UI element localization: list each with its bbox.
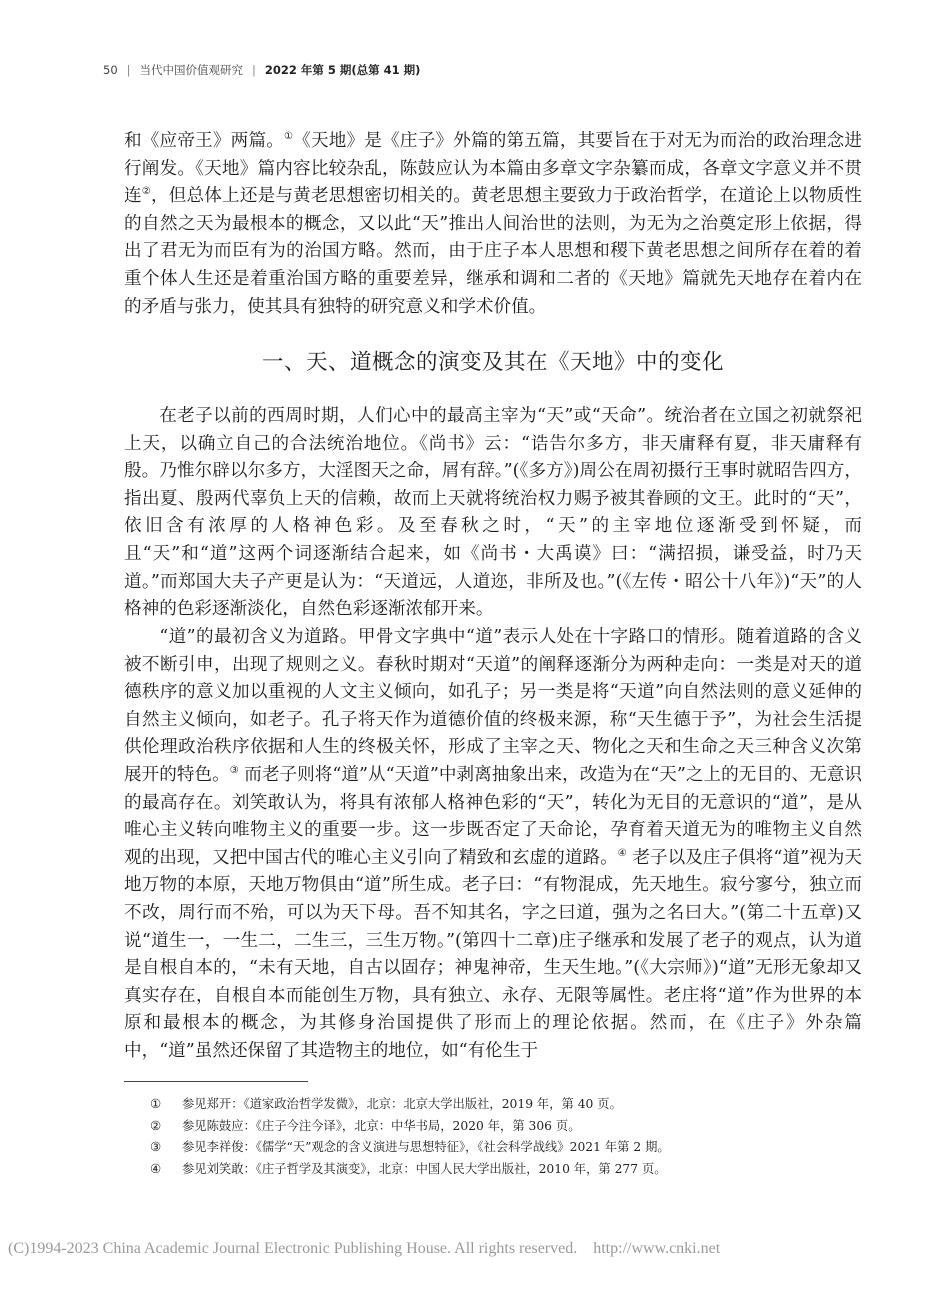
footnote-ref-3[interactable]: ③	[229, 764, 239, 776]
paragraph-text: 老子以及庄子俱将“道”视为天地万物的本原，天地万物俱由“道”所生成。老子曰：“有物混成，先天地生。寂兮寥兮，独立而不改，周行而不殆，可以为天下母。吾不知其名，字之曰道，强为之名曰大。”(第二十五章)又说“道生一，一生二，二生三，三生万物。”(第四十二章)庄子继承和发展了老子的观点，认为道是自根自本的，“未有天地，自古以固存；神鬼神帝，生天生地。”(《大宗师》)“道”无形无象却又真实存在，自根自本而能创生万物，具有独立、永存、无限等属性。老庄将“道”作为世界的本原和最根本的概念，为其修身治国提供了形而上的理论依据。然而，在《庄子》外杂篇中，“道”虽然还保留了其造物主的地位，如“有伦生于	[124, 847, 862, 1061]
footnote-mark: ④	[150, 1161, 162, 1176]
intro-text: 《天地》是《庄子》外篇的第五篇，其要旨在于对无为而治的政治理念进行阐发。《天地》篇内容比较杂乱，陈鼓应认为本篇由多章文字杂纂而成，各章文字意义并不贯连	[124, 131, 862, 207]
footnote-text: 参见陈鼓应：《庄子今注今译》，北京：中华书局，2020 年，第 306 页。	[182, 1118, 581, 1133]
running-header	[103, 62, 420, 78]
header-divider: |	[252, 63, 256, 77]
footnote-ref-1[interactable]: ①	[284, 131, 294, 142]
intro-text: 和《应帝王》两篇。	[124, 131, 285, 151]
footnote-text: 参见刘笑敢：《庄子哲学及其演变》，北京：中国人民大学出版社，2010 年，第 277 页。	[182, 1161, 667, 1176]
footnote-mark: ③	[150, 1140, 162, 1155]
footnote-ref-4[interactable]: ④	[617, 847, 627, 859]
intro-paragraph	[124, 128, 862, 321]
journal-name: 当代中国价值观研究	[139, 63, 244, 77]
issue-info: 2022 年第 5 期(总第 41 期)	[264, 63, 421, 77]
footnote-item	[150, 1137, 850, 1159]
intro-text: ，但总体上还是与黄老思想密切相关的。黄老思想主要致力于政治哲学，在道论上以物质性的自然之天为最根本的概念，又以此“天”推出人间治世的法则，为无为之治奠定形上依据，得出了君无为而臣有为的治国方略。然而，由于庄子本人思想和稷下黄老思想之间所存在着的着重个体人生还是着重治国方略的重要差异，继承和调和二者的《天地》篇就先天地存在着内在的矛盾与张力，使其具有独特的研究意义和学术价值。	[124, 186, 862, 317]
footnote-ref-2[interactable]: ②	[141, 186, 151, 198]
copyright-notice: (C)1994-2023 China Academic Journal Electronic Publishing House. All rights reserved. http://www.cnki.net	[8, 1240, 721, 1257]
page-number: 50	[103, 63, 118, 77]
footnote-text: 参见郑开：《道家政治哲学发微》，北京：北京大学出版社，2019 年，第 40 页。	[182, 1097, 622, 1111]
footnotes	[150, 1094, 850, 1180]
footnote-divider	[124, 1081, 308, 1082]
body-paragraph-2	[124, 624, 862, 1066]
body-paragraph-1: 在老子以前的西周时期，人们心中的最高主宰为“天”或“天命”。统治者在立国之初就祭祀上天，以确立自己的合法统治地位。《尚书》云：“诰告尔多方，非天庸释有夏，非天庸释有殷。乃惟尔辟以尔多方，大淫图天之命，屑有辞。”(《多方》)周公在周初摄行王事时就昭告四方，指出夏、殷两代辜负上天的信赖，故而上天就将统治权力赐予被其眷顾的文王。此时的“天”，依旧含有浓厚的人格神色彩。及至春秋之时，“天”的主宰地位逐渐受到怀疑，而且“天”和“道”这两个词逐渐结合起来，如《尚书・大禹谟》曰：“满招损，谦受益，时乃天道。”而郑国大夫子产更是认为：“天道远，人道迩，非所及也。”(《左传・昭公十八年》)“天”的人格神的色彩逐渐淡化，自然色彩逐渐浓郁开来。	[124, 406, 862, 620]
paragraph-text: 而老子则将“道”从“天道”中剥离抽象出来，改造为在“天”之上的无目的、无意识的最高存在。刘笑敢认为，将具有浓郁人格神色彩的“天”，转化为无目的无意识的“道”，是从唯心主义转向唯物主义的重要一步。这一步既否定了天命论，孕育着天道无为的唯物主义自然观的出现，又把中国古代的唯心主义引向了精致和玄虚的道路。	[124, 764, 862, 868]
header-divider: |	[126, 63, 131, 77]
footnote-mark: ①	[150, 1097, 162, 1111]
footnote-item	[150, 1116, 850, 1138]
footnote-item	[150, 1094, 850, 1116]
footnote-text: 参见李祥俊：《儒学“天”观念的含义演进与思想特征》，《社会科学战线》2021 年第 2 期。	[182, 1140, 670, 1155]
section-heading: 一、天、道概念的演变及其在《天地》中的变化	[261, 350, 724, 375]
footnote-mark: ②	[150, 1118, 162, 1133]
footnote-item	[150, 1159, 850, 1181]
paragraph-text: “道”的最初含义为道路。甲骨文字典中“道”表示人处在十字路口的情形。随着道路的含义被不断引申，出现了规则之义。春秋时期对“天道”的阐释逐渐分为两种走向：一类是对天的道德秩序的意义加以重视的人文主义倾向，如孔子；另一类是将“天道”向自然法则的意义延伸的自然主义倾向，如老子。孔子将天作为道德价值的终极来源，称“天生德于予”，为社会生活提供伦理政治秩序依据和人生的终极关怀，形成了主宰之天、物化之天和生命之天三种含义次第展开的特色。	[124, 627, 862, 785]
